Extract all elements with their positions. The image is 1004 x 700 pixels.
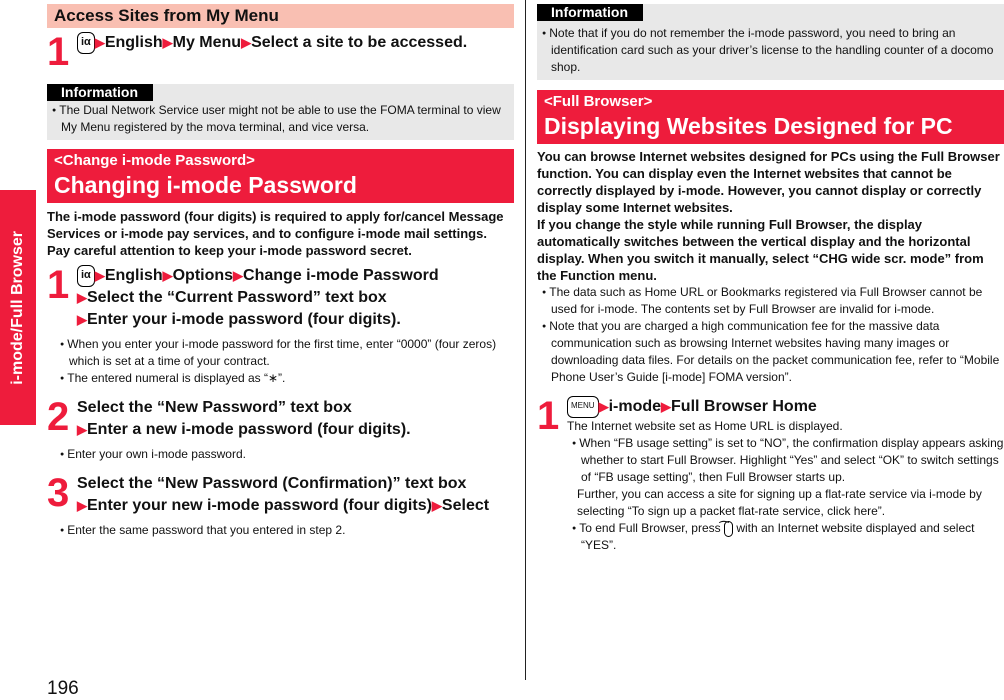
step-part: Enter a new i-mode password (four digits). <box>87 421 411 439</box>
end-key-icon: ⌒ <box>724 521 733 537</box>
arrow-icon: ▶ <box>77 422 87 438</box>
note: To end Full Browser, press <box>579 521 721 536</box>
step-2 <box>47 397 514 463</box>
menu-key-icon: MENU <box>567 396 599 418</box>
information-box <box>47 84 514 140</box>
step-1 <box>537 396 1004 554</box>
arrow-icon: ▶ <box>162 35 173 51</box>
step-part: Select the “Current Password” text box <box>87 289 387 307</box>
step-number: 1 <box>47 263 70 307</box>
step-1 <box>47 32 514 82</box>
intro-text: Pay careful attention to keep your i-mode password secret. <box>47 243 412 258</box>
step-number: 3 <box>47 471 70 516</box>
step-part: English <box>104 34 163 52</box>
step-part: Full Browser Home <box>671 398 817 416</box>
side-tab-label: i-mode/Full Browser <box>9 230 26 385</box>
step-part: Enter your i-mode password (four digits). <box>87 311 401 329</box>
note: ● Enter the same password that you entered in step 2. <box>57 522 514 539</box>
arrow-icon: ▶ <box>94 268 105 284</box>
step-part: Select a site to be accessed. <box>251 34 468 52</box>
note: ● The data such as Home URL or Bookmarks registered via Full Browser cannot be used for i-mode. The contents set by Full Browser are invalid for i-mode. <box>539 284 1004 318</box>
step-part: Options <box>172 267 234 285</box>
step-number: 1 <box>47 30 70 74</box>
info-note: ● The Dual Network Service user might not be able to use the FOMA terminal to view My Menu registered by the mova terminal, and vice versa. <box>49 102 514 136</box>
note-continuation: Further, you can access a site for signing up a flat-rate service via i-mode by selecting “To sign up a packet flat-rate service, click here”. <box>577 487 982 519</box>
step-part: Select <box>441 497 490 515</box>
step-part: Select the “New Password” text box <box>77 399 352 417</box>
arrow-icon: ▶ <box>241 35 252 51</box>
arrow-icon: ▶ <box>431 498 442 514</box>
column-divider <box>525 0 526 680</box>
information-box <box>537 4 1004 80</box>
intro-text: The i-mode password (four digits) is required to apply for/cancel Message Services or i-mode pay services, and to configure i-mode mail settings. <box>47 209 504 241</box>
section-subtitle: <Full Browser> <box>544 93 653 110</box>
note: ● When “FB usage setting” is set to “NO”, the confirmation display appears asking whether to start Full Browser. Highlight “Yes” and select “OK” to switch settings of “FB usage setting”, then Full Browser starts up. <box>569 435 1004 486</box>
intro-text: You can browse Internet websites designed for PCs using the Full Browser function. You can display even the Internet websites that cannot be correctly displayed by i-mode. However, you cannot display or correctly display some Internet websites. <box>537 149 1000 215</box>
step-part: Change i-mode Password <box>243 267 439 285</box>
i-alpha-key-icon: iα <box>77 265 95 287</box>
information-label: Information <box>47 84 153 101</box>
step-description: The Internet website set as Home URL is displayed. <box>567 419 843 434</box>
step-3 <box>47 473 514 539</box>
section-title: Displaying Websites Designed for PC <box>544 113 953 139</box>
note: ● The entered numeral is displayed as “∗”. <box>57 370 514 387</box>
page-number: 196 <box>47 678 79 699</box>
arrow-icon: ▶ <box>77 312 87 328</box>
step-1 <box>47 265 514 387</box>
step-part: My Menu <box>172 34 242 52</box>
note: ● When you enter your i-mode password for the first time, enter “0000” (four zeros) which is set at a time of your contract. <box>57 336 514 370</box>
section-heading: Access Sites from My Menu <box>47 4 514 28</box>
arrow-icon: ▶ <box>661 399 672 415</box>
arrow-icon: ▶ <box>94 35 105 51</box>
info-note: ● Note that if you do not remember the i-mode password, you need to bring an identification card such as your driver’s license to the handling counter of a docomo shop. <box>539 22 1004 76</box>
information-label: Information <box>537 4 643 21</box>
note: ● Note that you are charged a high communication fee for the massive data communication such as browsing Internet websites having many images or downloading data files. For details on the packet communication fee, refer to “Mobile Phone User’s Guide [i-mode] FOMA version”. <box>539 318 1004 386</box>
section-subtitle: <Change i-mode Password> <box>54 152 255 169</box>
step-number: 2 <box>47 395 70 440</box>
arrow-icon: ▶ <box>233 268 244 284</box>
section-banner <box>47 149 514 203</box>
section-banner <box>537 90 1004 144</box>
right-column <box>537 4 1004 554</box>
arrow-icon: ▶ <box>598 399 609 415</box>
arrow-icon: ▶ <box>77 290 87 306</box>
note: ● Enter your own i-mode password. <box>57 446 514 463</box>
step-part: Enter your new i-mode password (four digits) <box>87 497 432 515</box>
intro-text: If you change the style while running Full Browser, the display automatically switches between the vertical display and the horizontal display. When you switch it manually, select “CHG wide scr. mode” from the Function menu. <box>537 217 984 283</box>
i-alpha-key-icon: iα <box>77 32 95 54</box>
step-part: English <box>104 267 163 285</box>
arrow-icon: ▶ <box>162 268 173 284</box>
arrow-icon: ▶ <box>77 498 87 514</box>
step-part: Select the “New Password (Confirmation)” text box <box>77 475 467 493</box>
side-chapter-tab <box>0 190 36 425</box>
left-column <box>47 4 514 539</box>
step-number: 1 <box>537 394 560 438</box>
step-part: i-mode <box>608 398 662 416</box>
section-title: Changing i-mode Password <box>54 172 357 198</box>
note: with an Internet website displayed and select “YES”. <box>581 521 975 553</box>
